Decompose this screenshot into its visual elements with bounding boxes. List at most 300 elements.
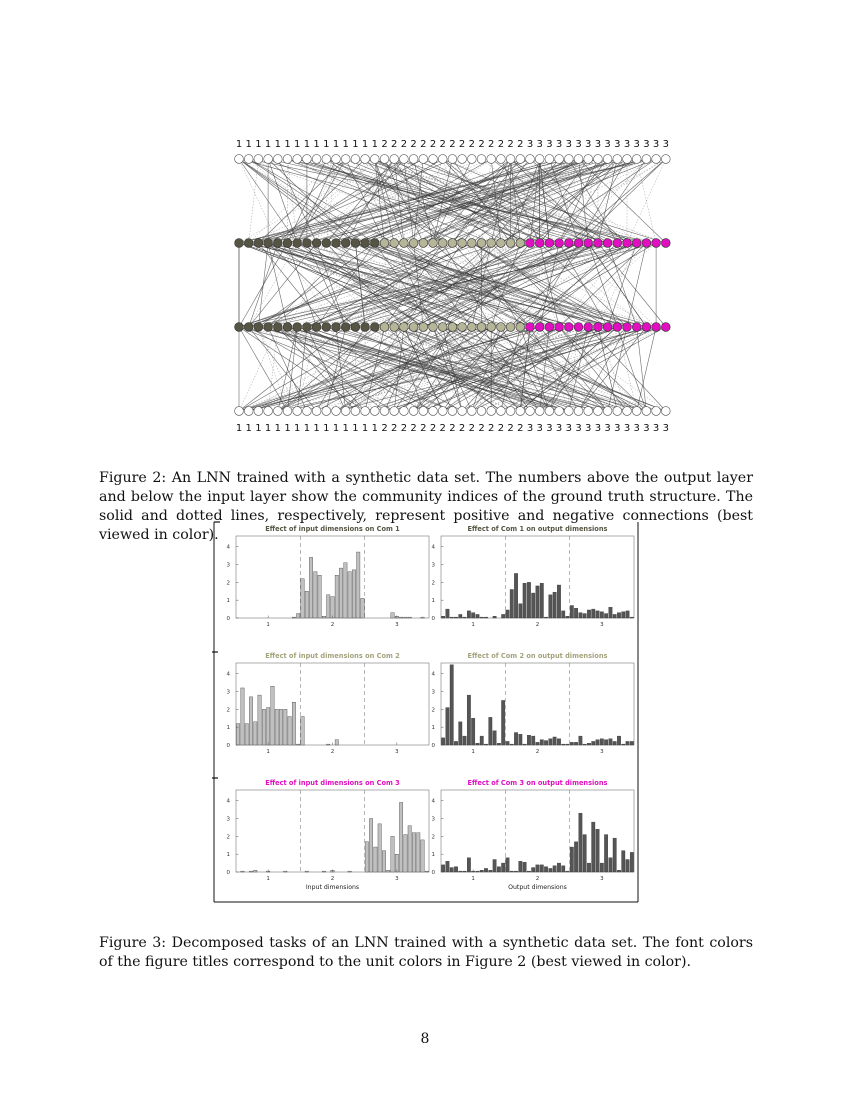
community-index-label: 3 bbox=[585, 139, 592, 150]
bar bbox=[331, 597, 334, 618]
unit bbox=[273, 239, 282, 248]
page-number: 8 bbox=[420, 1031, 430, 1047]
unit bbox=[545, 407, 554, 416]
unit bbox=[409, 323, 418, 332]
bar bbox=[506, 858, 509, 872]
unit bbox=[584, 239, 593, 248]
unit bbox=[652, 155, 661, 164]
community-index-label: 1 bbox=[303, 423, 311, 434]
unit bbox=[564, 407, 573, 416]
positive-connection bbox=[365, 327, 384, 411]
bar bbox=[467, 858, 470, 872]
unit bbox=[244, 323, 253, 332]
bar bbox=[506, 610, 509, 618]
community-index-label: 2 bbox=[400, 423, 408, 434]
community-index-label: 2 bbox=[381, 139, 388, 150]
community-index-label: 2 bbox=[488, 139, 495, 150]
unit bbox=[380, 239, 389, 248]
unit bbox=[467, 239, 476, 248]
bar bbox=[557, 863, 560, 872]
y-tick-label: 3 bbox=[226, 816, 230, 823]
unit bbox=[322, 155, 331, 164]
unit bbox=[293, 155, 302, 164]
positive-connection bbox=[239, 243, 482, 327]
x-tick-label: 1 bbox=[266, 622, 270, 628]
unit bbox=[283, 323, 292, 332]
chart-panel-1 bbox=[227, 525, 430, 628]
unit bbox=[613, 407, 622, 416]
bar bbox=[476, 871, 479, 872]
bar bbox=[249, 697, 252, 745]
bar bbox=[626, 741, 629, 745]
unit bbox=[603, 323, 612, 332]
unit bbox=[332, 407, 341, 416]
unit bbox=[235, 155, 244, 164]
unit bbox=[516, 323, 525, 332]
bar bbox=[335, 575, 338, 618]
unit bbox=[555, 155, 564, 164]
y-tick-label: 2 bbox=[226, 707, 230, 714]
unit bbox=[584, 155, 593, 164]
bar bbox=[301, 716, 304, 745]
unit bbox=[303, 239, 312, 248]
unit bbox=[341, 155, 350, 164]
community-index-label: 3 bbox=[546, 139, 553, 150]
hidden-layer-2-units bbox=[235, 239, 671, 248]
community-index-label: 1 bbox=[303, 139, 311, 150]
unit bbox=[312, 239, 321, 248]
unit bbox=[506, 155, 515, 164]
y-tick-label: 1 bbox=[226, 725, 230, 732]
bar bbox=[378, 824, 381, 872]
chart-title: Effect of input dimensions on Com 3 bbox=[265, 779, 400, 787]
bar bbox=[489, 870, 492, 872]
bar bbox=[254, 870, 257, 872]
y-tick-label: 1 bbox=[431, 725, 435, 732]
y-tick-label: 3 bbox=[431, 562, 435, 569]
bar bbox=[540, 865, 543, 872]
unit bbox=[506, 239, 515, 248]
unit bbox=[526, 239, 535, 248]
bar bbox=[510, 871, 513, 872]
bar bbox=[493, 731, 496, 745]
community-index-label: 3 bbox=[604, 423, 611, 434]
community-index-label: 2 bbox=[439, 139, 446, 150]
x-tick-label: 2 bbox=[330, 622, 335, 628]
community-index-label: 2 bbox=[488, 423, 495, 434]
unit bbox=[458, 239, 467, 248]
unit bbox=[603, 239, 612, 248]
x-tick-label: 3 bbox=[395, 622, 399, 628]
bar bbox=[497, 743, 500, 745]
community-index-label: 1 bbox=[284, 423, 291, 434]
community-index-label: 2 bbox=[400, 139, 408, 150]
community-index-label: 2 bbox=[420, 139, 427, 150]
community-index-label: 1 bbox=[264, 139, 272, 150]
unit bbox=[603, 155, 612, 164]
figure-3-bar-charts bbox=[212, 518, 642, 906]
community-index-label: 2 bbox=[410, 423, 417, 434]
community-index-label: 3 bbox=[565, 139, 572, 150]
bar bbox=[361, 598, 364, 618]
input-community-labels bbox=[236, 423, 669, 434]
unit bbox=[361, 239, 370, 248]
x-tick-label: 2 bbox=[535, 622, 540, 628]
unit bbox=[419, 155, 428, 164]
community-index-label: 3 bbox=[633, 139, 640, 150]
unit bbox=[448, 155, 457, 164]
unit bbox=[438, 323, 447, 332]
bar bbox=[454, 741, 457, 745]
unit bbox=[623, 407, 632, 416]
bar bbox=[322, 871, 325, 872]
bar bbox=[446, 708, 449, 745]
positive-connection bbox=[258, 243, 268, 327]
bar bbox=[514, 573, 517, 618]
bar bbox=[275, 709, 278, 745]
positive-connection bbox=[530, 243, 637, 327]
unit bbox=[594, 155, 603, 164]
unit bbox=[390, 239, 399, 248]
unit bbox=[506, 407, 515, 416]
bar bbox=[549, 595, 552, 618]
unit bbox=[594, 323, 603, 332]
community-index-label: 1 bbox=[313, 139, 320, 150]
bar bbox=[450, 665, 453, 745]
unit bbox=[632, 239, 641, 248]
unit bbox=[458, 155, 467, 164]
bar bbox=[450, 617, 453, 618]
bar bbox=[549, 739, 552, 745]
bar bbox=[613, 838, 616, 872]
y-tick-label: 2 bbox=[431, 580, 435, 587]
unit bbox=[545, 323, 554, 332]
unit bbox=[623, 239, 632, 248]
bar bbox=[327, 595, 330, 618]
unit bbox=[661, 155, 670, 164]
unit bbox=[419, 239, 428, 248]
unit bbox=[390, 155, 399, 164]
bar bbox=[493, 860, 496, 872]
bar bbox=[523, 862, 526, 872]
unit bbox=[254, 239, 263, 248]
y-tick-label: 0 bbox=[431, 743, 435, 749]
bar bbox=[604, 835, 607, 872]
y-tick-label: 4 bbox=[226, 798, 230, 805]
unit bbox=[574, 155, 583, 164]
community-index-label: 1 bbox=[342, 139, 349, 150]
y-tick-label: 4 bbox=[431, 671, 435, 678]
unit bbox=[564, 239, 573, 248]
unit bbox=[516, 155, 525, 164]
unit bbox=[632, 155, 641, 164]
unit bbox=[322, 407, 331, 416]
unit bbox=[303, 155, 312, 164]
unit bbox=[361, 323, 370, 332]
bar bbox=[579, 613, 582, 618]
community-index-label: 2 bbox=[468, 423, 475, 434]
unit bbox=[516, 239, 525, 248]
unit bbox=[419, 323, 428, 332]
bar bbox=[305, 871, 308, 872]
bar bbox=[566, 744, 569, 745]
unit bbox=[477, 155, 486, 164]
bar bbox=[292, 617, 295, 618]
unit bbox=[244, 407, 253, 416]
y-tick-label: 2 bbox=[226, 580, 230, 587]
positive-connection bbox=[588, 243, 646, 327]
unit bbox=[273, 407, 282, 416]
community-index-label: 3 bbox=[662, 139, 669, 150]
y-tick-label: 2 bbox=[226, 834, 230, 841]
community-index-label: 3 bbox=[614, 423, 621, 434]
unit bbox=[341, 239, 350, 248]
unit bbox=[235, 239, 244, 248]
community-index-label: 2 bbox=[497, 423, 505, 434]
unit bbox=[477, 323, 486, 332]
unit bbox=[584, 407, 593, 416]
unit bbox=[283, 239, 292, 248]
bar bbox=[587, 863, 590, 872]
bar bbox=[258, 695, 261, 745]
bar bbox=[570, 847, 573, 872]
bar bbox=[266, 708, 269, 745]
community-index-label: 1 bbox=[274, 423, 281, 434]
bar bbox=[514, 733, 517, 745]
unit bbox=[555, 239, 564, 248]
bar bbox=[484, 744, 487, 745]
bar bbox=[532, 868, 535, 872]
unit bbox=[574, 323, 583, 332]
bar bbox=[622, 612, 625, 618]
bar bbox=[574, 608, 577, 618]
unit bbox=[448, 407, 457, 416]
community-index-label: 3 bbox=[652, 423, 660, 434]
unit bbox=[244, 239, 253, 248]
community-index-label: 3 bbox=[565, 423, 572, 434]
bar bbox=[514, 871, 517, 872]
x-axis-label-output: Output dimensions bbox=[508, 884, 567, 891]
bar bbox=[425, 871, 428, 872]
community-index-label: 3 bbox=[526, 139, 534, 150]
positive-connection bbox=[472, 243, 618, 327]
bar bbox=[480, 870, 483, 872]
community-index-label: 2 bbox=[517, 139, 524, 150]
unit bbox=[535, 155, 544, 164]
community-index-label: 3 bbox=[623, 139, 631, 150]
bar bbox=[463, 736, 466, 745]
chart-title: Effect of Com 2 on output dimensions bbox=[467, 652, 608, 660]
x-tick-label: 2 bbox=[535, 876, 540, 882]
positive-connection bbox=[637, 327, 647, 411]
bar bbox=[484, 868, 487, 872]
unit bbox=[526, 407, 535, 416]
community-index-label: 2 bbox=[507, 423, 514, 434]
unit bbox=[438, 155, 447, 164]
unit bbox=[487, 239, 496, 248]
bar bbox=[391, 613, 394, 618]
unit bbox=[555, 407, 564, 416]
bar bbox=[604, 740, 607, 745]
unit bbox=[564, 155, 573, 164]
bar bbox=[506, 741, 509, 745]
community-index-label: 2 bbox=[410, 139, 417, 150]
unit bbox=[594, 239, 603, 248]
community-index-label: 2 bbox=[449, 139, 456, 150]
unit bbox=[361, 407, 370, 416]
unit bbox=[506, 323, 515, 332]
bar bbox=[519, 604, 522, 618]
bar bbox=[454, 617, 457, 618]
unit bbox=[594, 407, 603, 416]
community-index-label: 2 bbox=[458, 139, 466, 150]
unit bbox=[429, 155, 438, 164]
bar bbox=[540, 583, 543, 618]
bar bbox=[609, 607, 612, 618]
chart-panel-2 bbox=[432, 525, 635, 628]
bar bbox=[352, 570, 355, 618]
community-index-label: 3 bbox=[575, 139, 582, 150]
unit bbox=[438, 239, 447, 248]
unit bbox=[361, 155, 370, 164]
unit bbox=[332, 155, 341, 164]
figure-3-caption: Figure 3: Decomposed tasks of an LNN trained with a synthetic data set. The font colors of the figure titles correspond to the unit colors in Figure 2 (best viewed in color). bbox=[99, 935, 753, 971]
community-index-label: 2 bbox=[517, 423, 524, 434]
community-index-label: 1 bbox=[245, 139, 252, 150]
community-index-label: 2 bbox=[391, 423, 398, 434]
bar bbox=[523, 744, 526, 745]
community-index-label: 1 bbox=[313, 423, 320, 434]
x-tick-label: 3 bbox=[600, 622, 604, 628]
y-tick-label: 0 bbox=[431, 870, 435, 876]
unit bbox=[545, 239, 554, 248]
y-tick-label: 4 bbox=[226, 671, 230, 678]
community-index-label: 3 bbox=[643, 139, 650, 150]
unit bbox=[497, 323, 506, 332]
bar bbox=[622, 851, 625, 872]
community-index-label: 3 bbox=[652, 139, 660, 150]
unit bbox=[477, 239, 486, 248]
positive-connection bbox=[268, 159, 297, 243]
unit bbox=[458, 407, 467, 416]
bar bbox=[279, 709, 282, 745]
chart-panel-6 bbox=[432, 779, 635, 882]
unit bbox=[303, 407, 312, 416]
bar bbox=[446, 861, 449, 872]
unit bbox=[467, 155, 476, 164]
x-tick-label: 1 bbox=[471, 749, 475, 755]
bar bbox=[241, 688, 244, 745]
community-index-label: 2 bbox=[468, 139, 475, 150]
bar bbox=[292, 702, 295, 745]
community-index-label: 1 bbox=[255, 139, 262, 150]
chart-panel-3 bbox=[227, 652, 430, 755]
unit bbox=[661, 239, 670, 248]
community-index-label: 3 bbox=[614, 139, 621, 150]
unit bbox=[273, 323, 282, 332]
unit bbox=[467, 323, 476, 332]
bar bbox=[574, 842, 577, 872]
bar bbox=[613, 614, 616, 618]
unit bbox=[642, 407, 651, 416]
y-tick-label: 0 bbox=[431, 616, 435, 622]
bar bbox=[339, 568, 342, 618]
bar bbox=[626, 611, 629, 618]
unit bbox=[312, 155, 321, 164]
bar bbox=[557, 585, 560, 618]
bar bbox=[592, 609, 595, 618]
community-index-label: 2 bbox=[478, 423, 485, 434]
community-index-label: 1 bbox=[274, 139, 281, 150]
y-tick-label: 3 bbox=[431, 816, 435, 823]
bar bbox=[609, 739, 612, 745]
bar bbox=[579, 736, 582, 745]
community-index-label: 2 bbox=[381, 423, 388, 434]
output-community-labels bbox=[236, 139, 669, 150]
bar bbox=[459, 614, 462, 618]
bar bbox=[412, 833, 415, 872]
unit bbox=[293, 407, 302, 416]
unit bbox=[497, 239, 506, 248]
bar bbox=[467, 611, 470, 618]
community-index-label: 3 bbox=[575, 423, 582, 434]
bar bbox=[532, 593, 535, 618]
unit bbox=[351, 155, 360, 164]
unit bbox=[526, 323, 535, 332]
unit bbox=[448, 239, 457, 248]
negative-connection bbox=[627, 159, 666, 243]
unit bbox=[235, 407, 244, 416]
bar bbox=[527, 582, 530, 618]
bar bbox=[365, 842, 368, 872]
unit bbox=[497, 155, 506, 164]
bar bbox=[596, 829, 599, 872]
unit bbox=[303, 323, 312, 332]
community-index-label: 1 bbox=[361, 423, 369, 434]
y-tick-label: 4 bbox=[226, 544, 230, 551]
bar bbox=[501, 700, 504, 745]
bar bbox=[617, 736, 620, 745]
bar bbox=[553, 866, 556, 872]
bar bbox=[314, 572, 317, 618]
unit bbox=[390, 323, 399, 332]
y-tick-label: 1 bbox=[226, 598, 230, 605]
x-tick-label: 3 bbox=[600, 749, 604, 755]
unit bbox=[477, 407, 486, 416]
unit bbox=[351, 407, 360, 416]
unit bbox=[555, 323, 564, 332]
bar bbox=[421, 840, 424, 872]
unit bbox=[264, 239, 273, 248]
community-index-label: 3 bbox=[546, 423, 553, 434]
unit bbox=[429, 407, 438, 416]
bar bbox=[592, 822, 595, 872]
x-tick-label: 1 bbox=[266, 749, 270, 755]
unit bbox=[400, 407, 409, 416]
unit bbox=[613, 323, 622, 332]
chart-title: Effect of Com 3 on output dimensions bbox=[467, 779, 608, 787]
bar bbox=[566, 871, 569, 872]
bar bbox=[254, 722, 257, 745]
bar bbox=[557, 739, 560, 745]
bar bbox=[249, 871, 252, 872]
bar bbox=[374, 847, 377, 872]
unit bbox=[264, 407, 273, 416]
unit bbox=[564, 323, 573, 332]
unit bbox=[264, 323, 273, 332]
bar bbox=[566, 616, 569, 618]
unit bbox=[235, 323, 244, 332]
